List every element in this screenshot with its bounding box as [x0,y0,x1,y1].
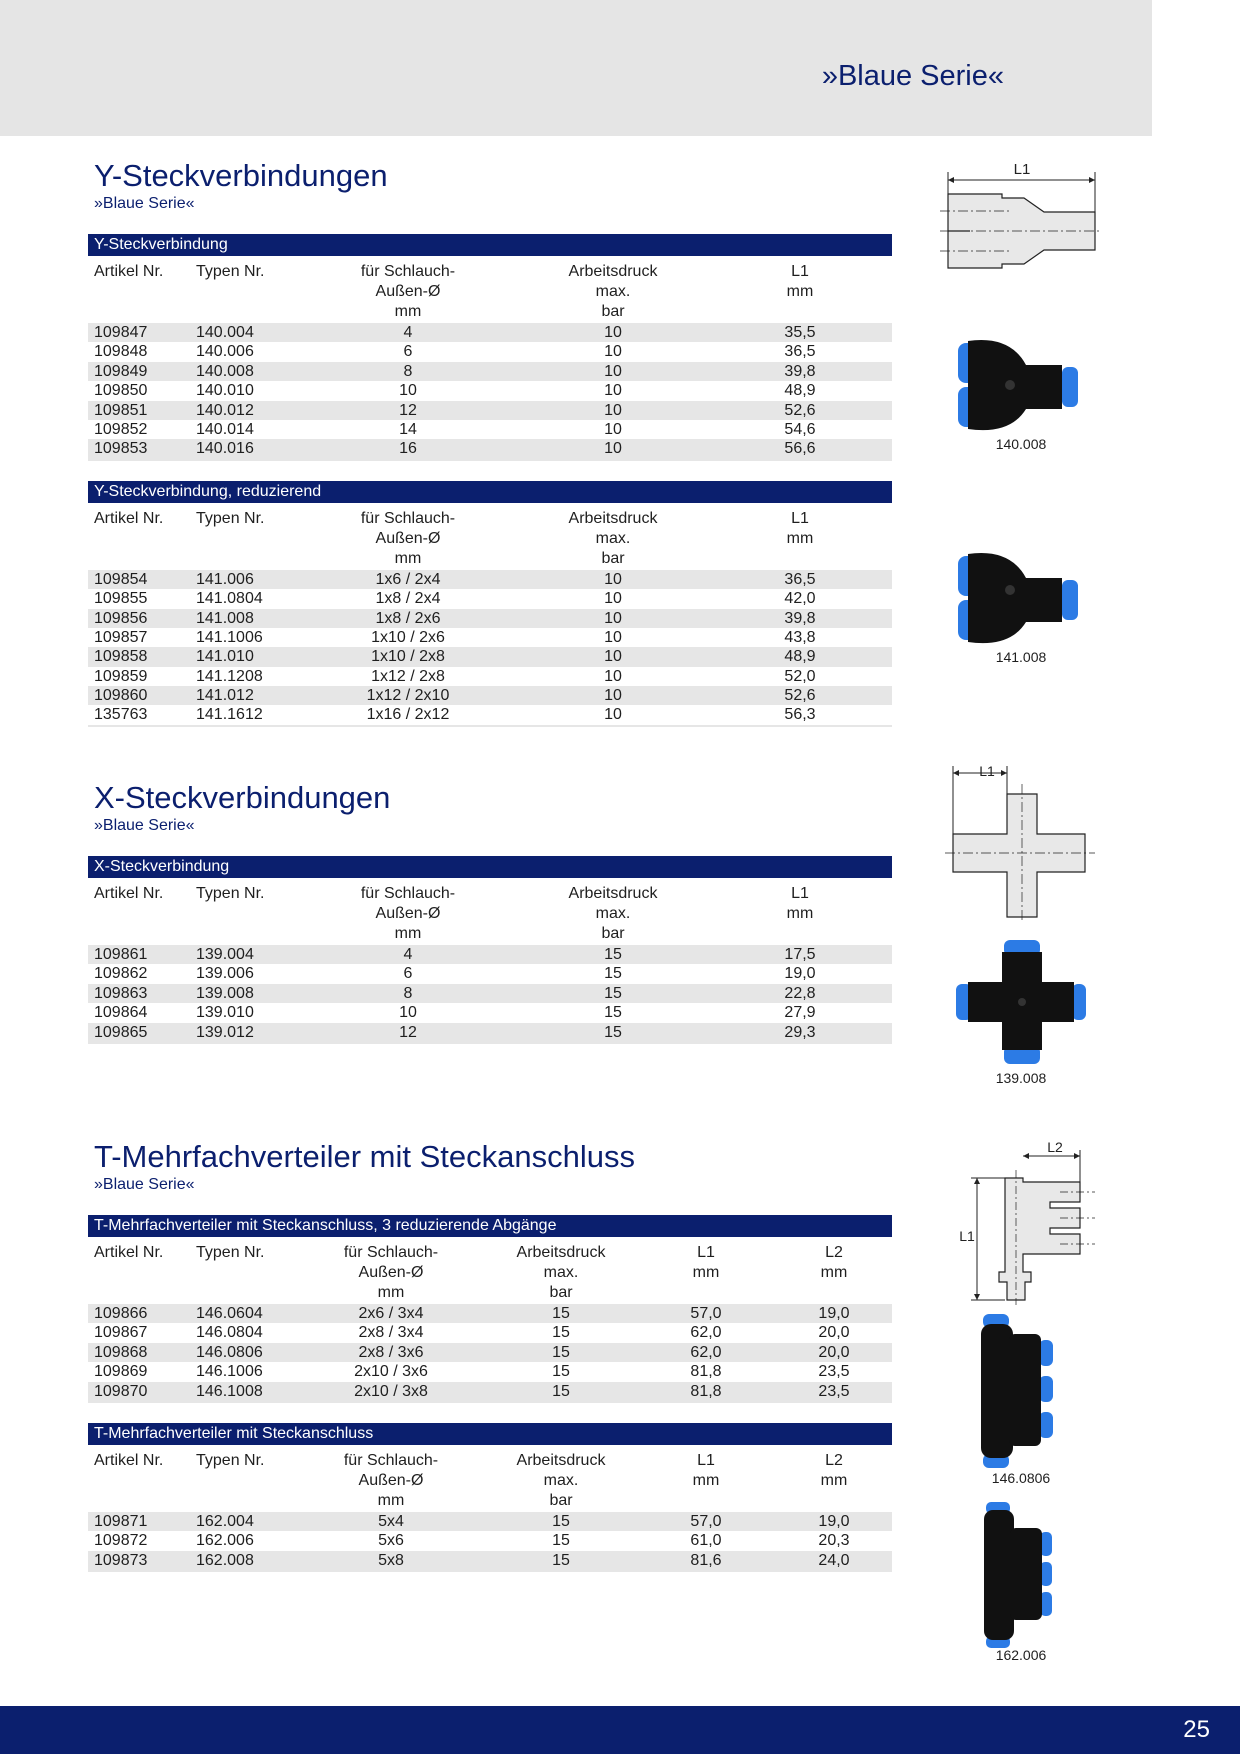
table-cell: 10 [604,362,622,380]
table-cell: 14 [399,420,417,438]
table-cell: 146.0804 [196,1324,263,1342]
column-header: für Schlauch- Außen-Ø mm [360,263,456,320]
table-row [88,589,892,608]
t-manifold-reducing-photo [975,1312,1075,1472]
table-cell: 61,0 [690,1532,722,1550]
table-cell: 140.004 [196,324,254,341]
column-header: L2 mm [820,1451,848,1489]
table-row [88,667,892,686]
table-cell: 15 [604,965,622,983]
table-cell: 10 [604,687,622,705]
table-cell: 1x12 / 2x8 [371,667,445,685]
table-cell: 57,0 [690,1305,722,1322]
table-row [88,381,892,400]
table-cell: 109849 [94,362,148,380]
table-title: Y-Steckverbindung [88,234,892,256]
table-cell: 109868 [94,1343,148,1361]
table-cell: 1x8 / 2x6 [375,609,441,627]
column-header: für Schlauch- Außen-Ø mm [360,509,456,567]
section-t-manifolds [88,1139,892,1572]
table-cell: 81,8 [690,1382,722,1400]
table-cell: 48,9 [784,382,816,400]
table-cell: 42,0 [784,590,816,608]
section-title: X-Steckverbindungen [94,780,391,815]
table-cell: 140.006 [196,343,254,361]
table-row [88,1362,892,1381]
table-cell: 15 [604,984,622,1002]
section-subtitle: »Blaue Serie« [94,195,195,212]
table-cell: 109871 [94,1512,148,1530]
table-header [88,1445,892,1512]
table-cell: 162.006 [196,1532,254,1550]
section-subtitle: »Blaue Serie« [94,817,195,834]
table-cell: 146.0806 [196,1343,263,1361]
table-cell: 15 [552,1551,570,1569]
table-cell: 29,3 [784,1023,816,1041]
table-cell: 12 [399,1023,417,1041]
table-body [88,1304,892,1403]
table-row [88,964,892,983]
y-reducing-connector-photo [950,548,1090,648]
table-cell: 146.1006 [196,1363,263,1381]
table-cell: 39,8 [784,609,816,627]
footer-band [0,1706,1240,1754]
figure-caption: 140.008 [995,436,1047,452]
column-header: L2 mm [820,1244,848,1281]
column-header: L1 mm [786,885,814,922]
product-table [88,856,892,1044]
table-cell: 62,0 [690,1343,722,1361]
table-cell: 10 [604,382,622,400]
dimension-label-l1: L1 [959,1228,975,1244]
table-cell: 10 [604,628,622,646]
table-cell: 22,8 [784,984,816,1002]
table-cell: 10 [604,706,622,724]
table-cell: 139.010 [196,1004,254,1022]
table-cell: 140.012 [196,401,254,419]
section-subtitle: »Blaue Serie« [94,1176,195,1193]
column-header: Arbeitsdruck max. bar [516,1244,606,1301]
table-cell: 135763 [94,706,148,724]
table-cell: 162.008 [196,1551,254,1569]
column-header: für Schlauch- Außen-Ø mm [343,1244,439,1301]
table-row [88,1023,892,1042]
table-cell: 23,5 [818,1363,850,1381]
table-cell: 52,0 [784,667,816,685]
column-header: für Schlauch- Außen-Ø mm [360,885,456,942]
product-table [88,1215,892,1403]
tables-container [88,856,892,1044]
table-cell: 109851 [94,401,148,419]
table-cell: 109853 [94,440,148,458]
table-cell: 81,6 [690,1551,722,1569]
table-cell: 15 [604,946,622,963]
table-cell: 36,5 [784,570,816,588]
table-cell: 15 [552,1363,570,1381]
table-row [88,1382,892,1401]
column-header: Artikel Nr. [94,885,164,902]
table-cell: 109859 [94,667,148,685]
table-cell: 146.0604 [196,1305,263,1322]
table-header [88,1237,892,1304]
table-cell: 10 [399,1004,417,1022]
table-cell: 1x6 / 2x4 [375,570,441,588]
table-row [88,420,892,439]
table-cell: 141.0804 [196,590,263,608]
table-cell: 1x10 / 2x6 [371,628,445,646]
table-cell: 15 [604,1023,622,1041]
table-cell: 140.008 [196,362,254,380]
x-connector-drawing [945,762,1095,922]
table-cell: 109864 [94,1004,148,1022]
table-row [88,705,892,724]
table-body [88,570,892,727]
column-header: Artikel Nr. [94,263,164,280]
table-row [88,945,892,964]
page-number: 25 [1183,1716,1210,1743]
table-cell: 141.012 [196,687,254,705]
table-cell: 109865 [94,1023,148,1041]
column-header: L1 mm [786,509,814,547]
table-cell: 81,8 [690,1363,722,1381]
table-cell: 57,0 [690,1512,722,1530]
table-header [88,503,892,570]
table-cell: 141.010 [196,648,254,666]
figure-caption: 141.008 [995,649,1047,665]
table-cell: 15 [552,1305,570,1322]
column-header: L1 mm [692,1451,720,1489]
table-cell: 141.1006 [196,628,263,646]
table-cell: 4 [403,946,413,963]
product-table [88,1423,892,1572]
table-cell: 109862 [94,965,148,983]
table-cell: 139.008 [196,984,254,1002]
section-title: T-Mehrfachverteiler mit Steckanschluss [94,1139,635,1174]
table-cell: 27,9 [784,1004,816,1022]
table-cell: 10 [604,324,622,341]
table-cell: 1x16 / 2x12 [366,706,450,724]
table-cell: 10 [399,382,417,400]
table-row [88,1304,892,1323]
column-header: für Schlauch- Außen-Ø mm [343,1451,439,1509]
table-cell: 109863 [94,984,148,1002]
table-row [88,1003,892,1022]
column-header: Arbeitsdruck max. bar [568,509,658,567]
table-cell: 2x6 / 3x4 [358,1305,424,1322]
t-manifold-photo [980,1500,1070,1650]
table-cell: 19,0 [784,965,816,983]
product-table [88,481,892,727]
table-cell: 109873 [94,1551,148,1569]
table-cell: 139.012 [196,1023,254,1041]
table-cell: 54,6 [784,420,816,438]
table-cell: 15 [604,1004,622,1022]
table-cell: 39,8 [784,362,816,380]
table-cell: 139.006 [196,965,254,983]
product-table [88,234,892,461]
table-cell: 109855 [94,590,148,608]
table-cell: 109847 [94,324,148,341]
table-cell: 8 [403,984,413,1002]
table-row [88,686,892,705]
table-row [88,1551,892,1570]
table-cell: 56,3 [784,706,816,724]
table-row [88,984,892,1003]
dimension-label-l1: L1 [1013,161,1031,178]
table-cell: 162.004 [196,1512,254,1530]
table-cell: 15 [552,1382,570,1400]
table-row [88,342,892,361]
table-cell: 10 [604,401,622,419]
table-cell: 1x8 / 2x4 [375,590,441,608]
table-cell: 2x8 / 3x6 [358,1343,424,1361]
table-cell: 6 [403,343,413,361]
column-header: Typen Nr. [196,1451,265,1469]
table-cell: 2x10 / 3x6 [354,1363,428,1381]
column-header: Arbeitsdruck max. bar [568,263,658,320]
table-header [88,878,892,945]
table-cell: 8 [403,362,413,380]
table-cell: 5x8 [378,1551,404,1569]
y-connector-photo [950,335,1090,435]
column-header: Typen Nr. [196,885,265,902]
dimension-label-l1: L1 [979,763,995,779]
table-cell: 15 [552,1532,570,1550]
column-header: Arbeitsdruck max. bar [516,1451,606,1509]
table-row [88,609,892,628]
table-cell: 52,6 [784,401,816,419]
table-cell: 19,0 [818,1512,850,1530]
column-header: Typen Nr. [196,1244,265,1261]
table-cell: 109869 [94,1363,148,1381]
dimension-label-l2: L2 [1047,1140,1063,1155]
table-body [88,323,892,461]
table-cell: 52,6 [784,687,816,705]
table-cell: 1x12 / 2x10 [366,687,450,705]
table-row [88,362,892,381]
table-row [88,401,892,420]
table-cell: 16 [399,440,417,458]
table-cell: 2x8 / 3x4 [358,1324,424,1342]
table-cell: 109867 [94,1324,148,1342]
table-cell: 109850 [94,382,148,400]
table-cell: 109854 [94,570,148,588]
table-cell: 5x4 [378,1512,404,1530]
table-cell: 141.1208 [196,667,263,685]
table-cell: 10 [604,420,622,438]
table-cell: 43,8 [784,628,816,646]
table-cell: 15 [552,1324,570,1342]
table-cell: 109856 [94,609,148,627]
column-header: L1 mm [786,263,814,300]
table-cell: 2x10 / 3x8 [354,1382,428,1400]
figure-caption: 139.008 [995,1070,1047,1086]
table-cell: 10 [604,440,622,458]
table-cell: 109872 [94,1532,148,1550]
table-cell: 20,0 [818,1343,850,1361]
table-cell: 10 [604,343,622,361]
table-body [88,945,892,1044]
table-cell: 35,5 [784,324,816,341]
table-cell: 24,0 [818,1551,850,1569]
table-cell: 12 [399,401,417,419]
table-body [88,1512,892,1572]
column-header: Artikel Nr. [94,509,164,527]
section-y-connectors [88,158,892,727]
section-x-connectors [88,780,892,1044]
table-cell: 62,0 [690,1324,722,1342]
tables-container [88,1215,892,1572]
table-cell: 140.014 [196,420,254,438]
table-cell: 10 [604,590,622,608]
table-title: T-Mehrfachverteiler mit Steckanschluss, 3 reduzierende Abgänge [88,1215,892,1237]
tables-container [88,234,892,727]
figure-caption: 162.006 [995,1647,1047,1663]
table-cell: 6 [403,965,413,983]
table-cell: 140.010 [196,382,254,400]
table-cell: 10 [604,609,622,627]
table-row [88,1323,892,1342]
table-cell: 48,9 [784,648,816,666]
column-header: Typen Nr. [196,263,265,280]
column-header: Typen Nr. [196,509,265,527]
table-cell: 141.006 [196,570,254,588]
table-cell: 10 [604,667,622,685]
table-cell: 109861 [94,946,148,963]
table-cell: 10 [604,570,622,588]
table-cell: 141.008 [196,609,254,627]
header-band [0,0,1152,136]
table-title: Y-Steckverbindung, reduzierend [88,481,892,503]
table-cell: 10 [604,648,622,666]
x-connector-photo [950,938,1090,1068]
table-row [88,1531,892,1550]
table-cell: 20,0 [818,1324,850,1342]
table-cell: 109870 [94,1382,148,1400]
y-connector-drawing [940,158,1100,278]
table-cell: 141.1612 [196,706,263,724]
table-row [88,570,892,589]
table-row [88,1343,892,1362]
table-cell: 140.016 [196,440,254,458]
table-cell: 109848 [94,343,148,361]
table-header [88,256,892,323]
t-manifold-drawing [955,1140,1095,1305]
table-cell: 23,5 [818,1382,850,1400]
column-header: Artikel Nr. [94,1244,164,1261]
table-cell: 109857 [94,628,148,646]
table-cell: 109858 [94,648,148,666]
table-row [88,647,892,666]
section-title: Y-Steckverbindungen [94,158,388,193]
column-header: Artikel Nr. [94,1451,164,1469]
table-title: X-Steckverbindung [88,856,892,878]
column-header: L1 mm [692,1244,720,1281]
table-cell: 15 [552,1343,570,1361]
table-cell: 36,5 [784,343,816,361]
table-cell: 56,6 [784,440,816,458]
table-row [88,628,892,647]
table-cell: 5x6 [378,1532,404,1550]
table-cell: 1x10 / 2x8 [371,648,445,666]
table-cell: 4 [403,324,413,341]
table-cell: 109860 [94,687,148,705]
table-row [88,323,892,342]
table-cell: 17,5 [784,946,816,963]
table-row [88,439,892,458]
figure-caption: 146.0806 [991,1470,1051,1486]
series-title: »Blaue Serie« [821,60,1004,92]
table-cell: 109866 [94,1305,148,1322]
table-cell: 146.1008 [196,1382,263,1400]
table-cell: 15 [552,1512,570,1530]
column-header: Arbeitsdruck max. bar [568,885,658,942]
table-title: T-Mehrfachverteiler mit Steckanschluss [88,1423,892,1445]
table-cell: 139.004 [196,946,254,963]
table-cell: 109852 [94,420,148,438]
table-cell: 19,0 [818,1305,850,1322]
table-row [88,1512,892,1531]
table-cell: 20,3 [818,1532,850,1550]
